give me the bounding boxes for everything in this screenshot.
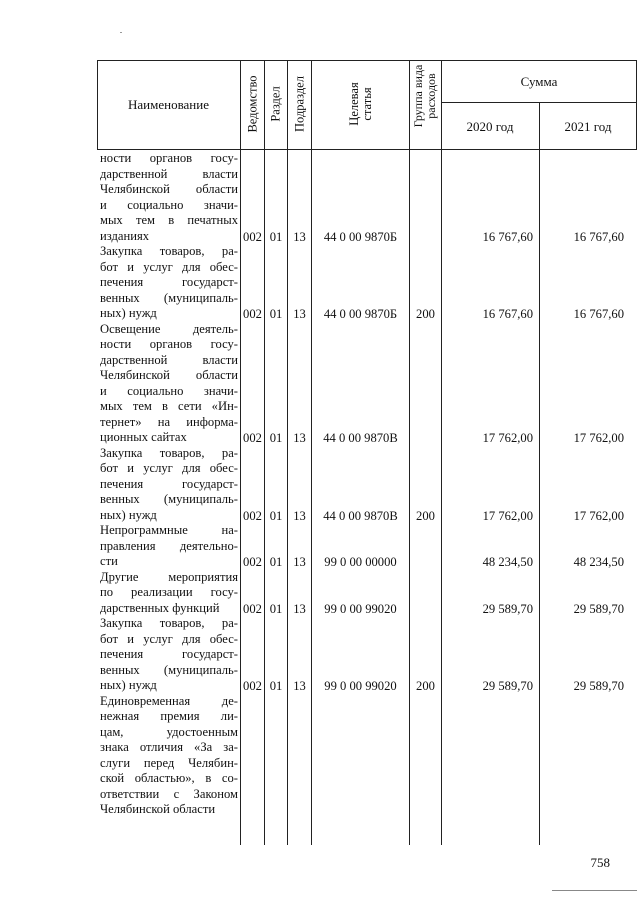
row-name-line: мых тем в сети «Ин-: [100, 399, 238, 413]
cell-ved: 002: [243, 555, 262, 569]
header-gruppa-line2: расходов: [424, 73, 438, 119]
row-name-line: Непрограммные на-: [100, 523, 238, 537]
col-border-name: [240, 60, 241, 845]
header-2021: 2021 год: [564, 119, 612, 134]
cell-podr: 13: [293, 555, 306, 569]
cell-sum-2020: 17 762,00: [482, 431, 533, 445]
header-podrazdel: Подраздел: [292, 76, 307, 132]
row-name-line: цам, удостоенным: [100, 724, 238, 739]
header-razdel: Раздел: [268, 86, 283, 122]
header-vedomstvo: Ведомство: [245, 75, 260, 133]
cell-podr: 13: [293, 229, 306, 244]
row-name-line: изданиях: [100, 228, 150, 243]
row-name-line: дарственной власти: [100, 166, 238, 181]
cell-sum-2020: 16 767,60: [482, 229, 533, 244]
cell-razd: 01: [269, 555, 283, 569]
header-name: Наименование: [128, 97, 209, 112]
cell-podr: 13: [293, 679, 306, 693]
row-name-line: мых тем в печатных: [100, 213, 238, 227]
header-gruppa: [412, 65, 438, 128]
row-name: [100, 616, 238, 694]
cell-target-article: 99 0 00 99020: [324, 601, 397, 616]
cell-sum-2021: 16 767,60: [573, 229, 624, 244]
col-border-podr: [311, 60, 312, 845]
col-border-razd: [287, 60, 288, 845]
cell-sum-2020: 29 589,70: [482, 601, 533, 616]
row-name-line: и социально значи-: [100, 383, 238, 398]
row-name-line: ности органов госу-: [100, 337, 238, 351]
cell-target-article: 44 0 00 9870Б: [323, 307, 398, 321]
cell-razd: 01: [269, 229, 283, 244]
cell-razd: 01: [269, 601, 283, 616]
cell-razd: 01: [269, 508, 283, 523]
row-name: [100, 151, 238, 244]
cell-sum-2020: 16 767,60: [482, 307, 533, 321]
cell-razd: 01: [269, 431, 283, 445]
cell-sum-2021: 29 589,70: [573, 601, 624, 616]
header-bottom-border: [97, 149, 637, 150]
cell-ved: 002: [243, 431, 262, 445]
cell-sum-2021: 17 762,00: [573, 508, 624, 523]
row-name-line: печения государст-: [100, 275, 238, 289]
row-name: [100, 694, 238, 818]
cell-podr: 13: [293, 601, 306, 616]
cell-target-article: 99 0 00 99020: [324, 679, 397, 693]
cell-ved: 002: [243, 508, 262, 523]
cell-expense-group: 200: [416, 679, 435, 693]
row-name-line: ответствии с Законом: [100, 786, 238, 801]
row-name-line: знака отличия «За за-: [100, 740, 238, 754]
row-name: [100, 244, 238, 322]
col-border-cs: [409, 60, 410, 845]
header-celevaya-line1: Целевая: [347, 82, 361, 126]
row-name: [100, 570, 238, 617]
cell-sum-2021: 17 762,00: [573, 431, 624, 445]
row-name-line: печения государст-: [100, 476, 238, 491]
row-name-line: ности органов госу-: [100, 151, 238, 165]
footer-line: [552, 890, 637, 891]
page-number: 758: [590, 855, 610, 870]
row-name-line: Челябинской области: [100, 182, 238, 196]
row-name-line: бот и услуг для обес-: [100, 631, 238, 646]
row-name-line: бот и услуг для обес-: [100, 259, 238, 274]
header-gruppa-line1: Группа вида: [411, 64, 425, 128]
row-name-line: венных (муниципаль-: [100, 492, 238, 506]
col-border-2020: [539, 103, 540, 845]
col-border-gr: [441, 60, 442, 845]
header-2020: 2020 год: [466, 119, 514, 134]
cell-podr: 13: [293, 508, 306, 523]
row-name-line: Закупка товаров, ра-: [100, 244, 238, 258]
row-name-line: правления деятельно-: [100, 538, 238, 553]
row-name-line: дарственных функций: [100, 600, 220, 615]
cell-ved: 002: [243, 601, 262, 616]
row-name-line: Единовременная де-: [100, 693, 238, 708]
row-name: [100, 446, 238, 524]
row-name-line: Закупка товаров, ра-: [100, 616, 238, 630]
row-name-line: сти: [100, 554, 118, 568]
cell-podr: 13: [293, 431, 306, 445]
cell-razd: 01: [269, 679, 283, 693]
row-name-line: ных) нужд: [100, 678, 157, 692]
table-top-border: [97, 60, 637, 61]
row-name-line: Освещение деятель-: [100, 321, 238, 336]
cell-razd: 01: [269, 307, 283, 321]
col-border-ved: [264, 60, 265, 845]
row-name-line: печения государст-: [100, 647, 238, 661]
header-summa: Сумма: [520, 74, 558, 89]
row-name-line: Челябинской области: [100, 368, 238, 382]
header-celevaya: [348, 82, 374, 125]
row-name-line: Закупка товаров, ра-: [100, 445, 238, 460]
cell-sum-2021: 16 767,60: [573, 307, 624, 321]
cell-target-article: 99 0 00 00000: [324, 555, 397, 569]
cell-ved: 002: [243, 679, 262, 693]
row-name-line: и социально значи-: [100, 197, 238, 212]
cell-sum-2021: 29 589,70: [573, 679, 624, 693]
row-name-line: ционных сайтах: [100, 430, 187, 444]
row-name-line: ных) нужд: [100, 306, 157, 320]
row-name-line: бот и услуг для обес-: [100, 461, 238, 475]
cell-target-article: 44 0 00 9870В: [323, 508, 398, 523]
cell-ved: 002: [243, 229, 262, 244]
row-name-line: слуги перед Челябин-: [100, 755, 238, 770]
cell-sum-2020: 29 589,70: [482, 679, 533, 693]
cell-expense-group: 200: [416, 508, 435, 523]
cell-expense-group: 200: [416, 307, 435, 321]
row-name-line: ных) нужд: [100, 507, 157, 522]
row-name-line: дарственной власти: [100, 352, 238, 367]
header-celevaya-line2: статья: [360, 87, 374, 121]
row-name-line: тернет» на информа-: [100, 414, 238, 429]
cell-target-article: 44 0 00 9870Б: [323, 229, 398, 244]
cell-target-article: 44 0 00 9870В: [323, 431, 398, 445]
row-name-line: венных (муниципаль-: [100, 662, 238, 677]
row-name-line: Другие мероприятия: [100, 569, 238, 584]
row-name-line: Челябинской области: [100, 802, 216, 816]
cell-sum-2021: 48 234,50: [573, 555, 624, 569]
row-name-line: венных (муниципаль-: [100, 290, 238, 305]
cell-podr: 13: [293, 307, 306, 321]
cell-ved: 002: [243, 307, 262, 321]
row-name-line: ской областью», в со-: [100, 771, 238, 785]
cell-sum-2020: 48 234,50: [482, 555, 533, 569]
row-name: [100, 322, 238, 446]
row-name: [100, 523, 238, 570]
cell-sum-2020: 17 762,00: [482, 508, 533, 523]
row-name-line: по реализации госу-: [100, 585, 238, 599]
row-name-line: нежная премия ли-: [100, 709, 238, 723]
scan-mark: [120, 32, 122, 33]
